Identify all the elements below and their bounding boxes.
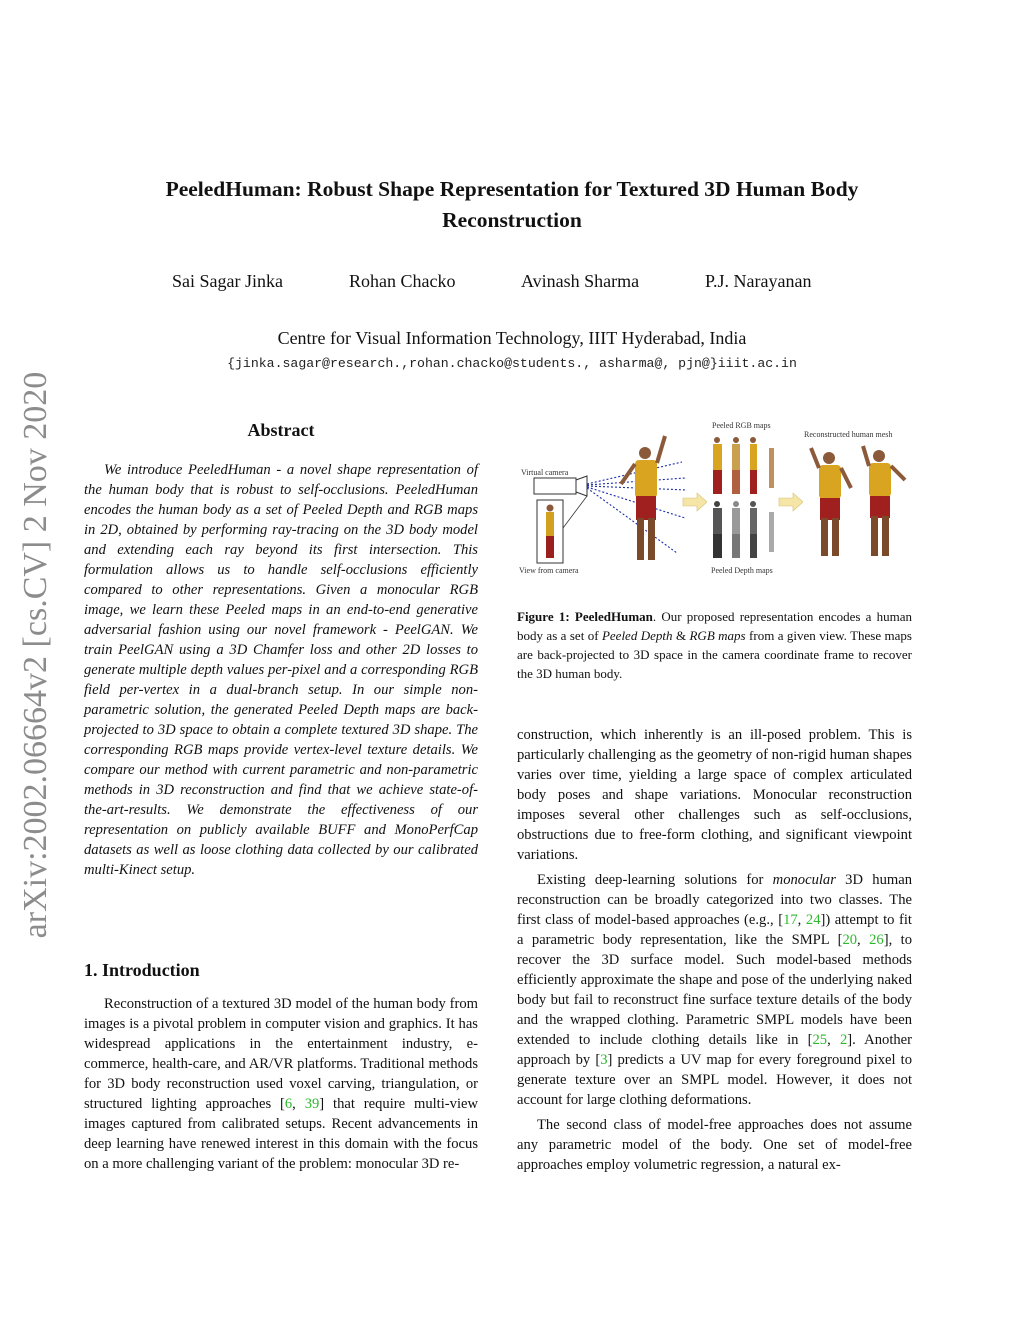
intro-paragraph-1	[84, 994, 478, 1174]
label-virtual-camera: Virtual camera	[521, 468, 569, 477]
affiliation: Centre for Visual Information Technology, IIIT Hyderabad, India	[277, 328, 747, 348]
author-2: Rohan Chacko	[349, 271, 456, 291]
figure-1-caption	[517, 607, 912, 683]
right-column-text	[517, 725, 912, 1180]
caption-em-1: Peeled Depth	[601, 628, 673, 643]
citation-sep: ,	[292, 1096, 305, 1112]
intro-paragraph-2	[517, 870, 912, 1110]
arxiv-id: arXiv:2002.06664v2 [cs.CV] 2 Nov 2020	[17, 371, 54, 939]
camera-view-inset	[537, 500, 563, 563]
author-emails: {jinka.sagar@research.,rohan.chacko@students., asharma@, pjn@}iiit.ac.in	[227, 356, 797, 371]
label-reconstructed: Reconstructed human mesh	[804, 430, 893, 439]
reconstructed-mesh-1	[811, 448, 851, 556]
citation-link[interactable]: 25	[812, 1032, 828, 1048]
citation-sep: ,	[797, 912, 806, 928]
author-1: Sai Sagar Jinka	[172, 271, 283, 291]
arxiv-stamp	[10, 355, 62, 955]
citation-link[interactable]: 6	[284, 1096, 293, 1112]
citation-sep: ,	[827, 1032, 840, 1048]
caption-name: PeeledHuman	[574, 609, 653, 624]
title-line-2: Reconstruction	[442, 208, 582, 232]
intro-paragraph-1-continued: construction, which inherently is an ill-posed problem. This is particularly challenging as the geometry of non-rigid human shapes varies over time, yielding a large space of complex articulated body poses and shape variations. Monocular reconstruction imposes several other challenges such as self-occlusions, obstructions due to free-form clothing, and significant viewpoint variations.	[517, 727, 912, 863]
intro-p2-d: ], to recover the 3D surface model. Such model-based methods efficiently approximate the shape and pose of the underlying naked body but fail to reconstruct fine surface texture details of the body and the wrapped clothing. Parametric SMPL models have been extended to include clothing details like in [	[517, 932, 912, 1048]
citation-sep: ,	[857, 932, 870, 948]
intro-p2-b: 3D human reconstruction can be broadly categorized into two classes. The first class of model-based approaches (e.g., [	[517, 872, 912, 928]
label-peeled-depth: Peeled Depth maps	[711, 566, 773, 575]
intro-p2-e: ]. Another approach by [	[517, 1032, 913, 1068]
caption-label: Figure 1:	[517, 609, 570, 624]
peeled-depth-maps	[713, 501, 774, 558]
label-view-from-camera: View from camera	[519, 566, 579, 575]
peeled-rgb-maps	[713, 437, 774, 494]
abstract-body: We introduce PeeledHuman - a novel shape representation of the human body that is robust to self-occlusions. PeeledHuman encodes the human body as a set of Peeled Depth and RGB maps in 2D, obtained by performing ray-tracing on the 3D body model and extending each ray beyond its first intersection. This formulation allows us to handle self-occlusions efficiently compared to other representations. Given a monocular RGB image, we learn these Peeled maps in an end-to-end generative adversarial fashion using our novel framework - PeelGAN. We train PeelGAN using a 3D Chamfer loss and other 2D losses to generate multiple depth values per-pixel and a corresponding RGB field per-vertex in a dual-branch setup. In our simple non-parametric solution, the generated Peeled Depth maps are back-projected to 3D space to obtain a complete textured 3D shape. The corresponding RGB maps provide vertex-level texture details. We compare our method with current parametric and non-parametric methods in 3D reconstruction and find that we achieve state-of-the-art-results. We demonstrate the effectiveness of our representation on publicly available BUFF and MonoPerfCap datasets as well as loose clothing data collected by our calibrated multi-Kinect setup.	[84, 462, 478, 878]
human-figure-main	[621, 436, 665, 560]
citation-link[interactable]: 3	[600, 1052, 608, 1068]
camera-icon	[534, 476, 587, 496]
label-peeled-rgb: Peeled RGB maps	[712, 421, 771, 430]
intro-p1-b: ] that require multi-view images captured from calibrated setups. Recent advancements in deep learning have renewed interest in this domain with the focus on a more challenging variant of the problem: monocular 3D re-	[84, 1096, 479, 1172]
figure-1	[517, 418, 912, 578]
title-line-1: PeeledHuman: Robust Shape Representation for Textured 3D Human Body	[165, 177, 859, 201]
citation-link[interactable]: 39	[304, 1096, 320, 1112]
citation-link[interactable]: 2	[839, 1032, 848, 1048]
intro-p1-a: Reconstruction of a textured 3D model of the human body from images is a pivotal problem in computer vision and graphics. It has widespread applications in the entertainment industry, e-commerce, health-care, and AR/VR platforms. Traditional methods for 3D body reconstruction used voxel carving, triangulation, or structured lighting approaches [	[84, 996, 478, 1112]
citation-link[interactable]: 20	[842, 932, 858, 948]
citation-link[interactable]: 24	[805, 912, 821, 928]
caption-em-2: RGB maps	[689, 628, 746, 643]
intro-paragraph-3: The second class of model-free approaches does not assume any parametric model of the body. One set of model-free approaches employ volumetric regression, a natural ex-	[517, 1117, 912, 1173]
caption-amp: &	[672, 628, 690, 643]
intro-p2-em: monocular	[772, 872, 836, 888]
abstract-heading: Abstract	[247, 420, 315, 440]
caption-text-1: . Our proposed representation encodes a human body as a set of	[517, 609, 913, 643]
citation-link[interactable]: 26	[869, 932, 884, 948]
figure-1-illustration	[517, 418, 912, 578]
intro-p2-a: Existing deep-learning solutions for	[537, 872, 773, 888]
intro-p2-c: ]) attempt to fit a parametric body representation, like the SMPL [	[517, 912, 912, 948]
reconstructed-mesh-2	[863, 446, 905, 556]
flow-arrow-1	[683, 493, 707, 511]
caption-text-2: from a given view. These maps are back-projected to 3D space in the camera coordinate frame to recover the 3D human body.	[517, 628, 912, 681]
section-heading-introduction: 1. Introduction	[84, 960, 200, 980]
paper-title	[90, 174, 934, 236]
intro-p2-f: ] predicts a UV map for every foreground pixel to generate texture over an SMPL model. However, it does not account for large clothing deformations.	[517, 1052, 913, 1108]
author-4: P.J. Narayanan	[705, 271, 812, 291]
flow-arrow-2	[779, 493, 803, 511]
author-list	[0, 271, 1024, 295]
citation-link[interactable]: 17	[783, 912, 798, 928]
author-3: Avinash Sharma	[521, 271, 640, 291]
